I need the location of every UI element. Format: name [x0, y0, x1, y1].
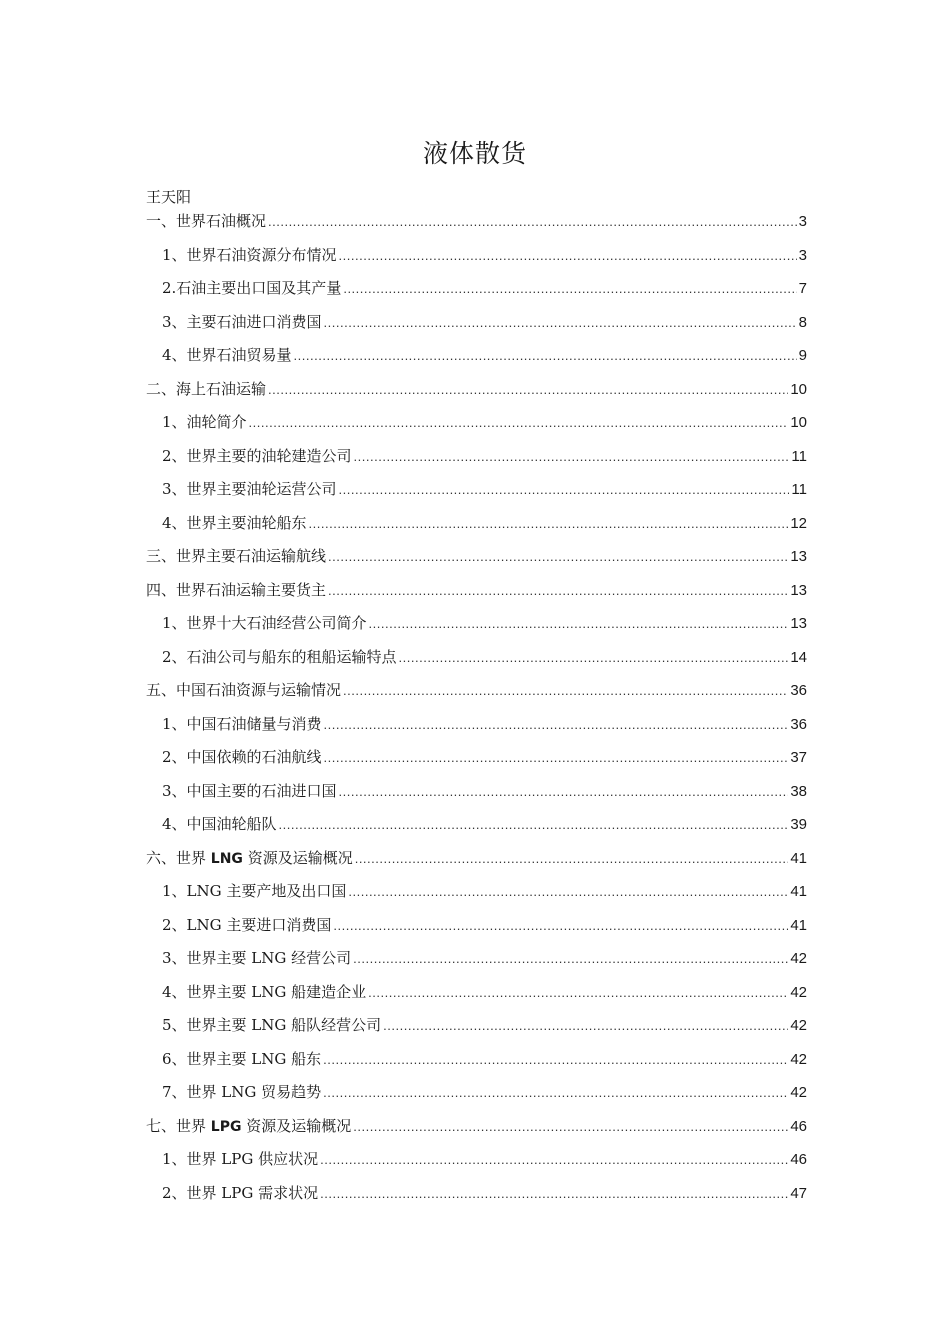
toc-entry-label-prefix: 六、世界: [146, 848, 211, 867]
toc-page-number: 10: [790, 380, 807, 398]
toc-entry-label: 二、海上石油运输: [146, 379, 267, 398]
toc-page-number: 11: [791, 447, 807, 465]
toc-entry-label: 五、中国石油资源与运输情况: [146, 681, 342, 699]
toc-entry-label: 1、中国石油储量与消费: [162, 714, 322, 733]
toc-dot-leader: [339, 239, 797, 273]
toc-entry-label: 1、世界 LPG 供应状况: [162, 1150, 319, 1168]
toc-entry-label: 一、世界石油概况: [146, 212, 267, 230]
toc-entry-label: 1、世界十大石油经营公司简介: [162, 614, 367, 632]
toc-subsection-entry[interactable]: [146, 406, 807, 440]
document-author: 王天阳: [146, 188, 192, 206]
toc-entry-label: 2、中国依赖的石油航线: [162, 748, 322, 766]
toc-page-number: 8: [798, 313, 807, 331]
toc-entry-label: 3、世界主要 LNG 经营公司: [162, 949, 352, 967]
toc-dot-leader: [324, 306, 797, 340]
toc-dot-leader: [368, 976, 788, 1010]
toc-dot-leader: [383, 1009, 788, 1043]
toc-subsection-entry[interactable]: [146, 1043, 807, 1077]
toc-dot-leader: [249, 406, 789, 440]
toc-dot-leader: [369, 607, 789, 641]
toc-page-number: 46: [790, 1117, 807, 1135]
toc-dot-leader: [354, 440, 790, 474]
toc-entry-label: 四、世界石油运输主要货主: [146, 580, 327, 599]
toc-dot-leader: [324, 741, 789, 775]
toc-page-number: 13: [790, 615, 807, 632]
toc-subsection-entry[interactable]: [146, 641, 807, 675]
toc-section-entry[interactable]: [146, 674, 807, 708]
toc-page-number: 41: [790, 849, 807, 867]
toc-subsection-entry[interactable]: [146, 875, 807, 909]
document-title: 液体散货: [422, 139, 527, 168]
toc-entry-label-suffix: 资源及运输概况: [241, 1116, 352, 1135]
table-of-contents: [146, 205, 807, 1210]
toc-subsection-entry[interactable]: [146, 775, 807, 809]
toc-dot-leader: [323, 1043, 788, 1077]
toc-dot-leader: [333, 909, 788, 943]
toc-dot-leader: [343, 272, 796, 306]
toc-page-number: 11: [791, 481, 807, 498]
toc-subsection-entry[interactable]: [146, 1009, 807, 1043]
toc-page-number: 9: [798, 347, 807, 364]
toc-section-entry[interactable]: [146, 540, 807, 574]
toc-subsection-entry[interactable]: [146, 1143, 807, 1177]
toc-entry-label: 5、世界主要 LNG 船队经营公司: [162, 1016, 382, 1034]
toc-subsection-entry[interactable]: [146, 942, 807, 976]
toc-dot-leader: [339, 775, 789, 809]
toc-section-entry[interactable]: [146, 574, 807, 608]
toc-page-number: 42: [790, 950, 807, 967]
toc-page-number: 46: [790, 1151, 807, 1168]
toc-entry-label: 2、世界主要的油轮建造公司: [162, 446, 352, 465]
toc-subsection-entry[interactable]: [146, 708, 807, 742]
toc-dot-leader: [309, 507, 789, 541]
toc-section-entry[interactable]: [146, 373, 807, 407]
toc-page-number: 42: [790, 1017, 807, 1034]
toc-page-number: 47: [790, 1184, 807, 1202]
toc-dot-leader: [348, 875, 788, 909]
toc-section-entry[interactable]: [146, 1110, 807, 1144]
toc-dot-leader: [320, 1143, 788, 1177]
toc-entry-label: 7、世界 LNG 贸易趋势: [162, 1083, 322, 1101]
toc-subsection-entry[interactable]: [146, 1076, 807, 1110]
toc-subsection-entry[interactable]: [146, 1177, 807, 1211]
toc-page-number: 37: [790, 749, 807, 766]
toc-page-number: 42: [790, 983, 807, 1001]
toc-entry-label: 4、世界主要油轮船东: [162, 513, 307, 532]
toc-page-number: 36: [790, 715, 807, 733]
toc-entry-label: 1、油轮简介: [162, 413, 247, 431]
toc-dot-leader: [399, 641, 789, 675]
toc-dot-leader: [323, 1076, 788, 1110]
toc-entry-label: 3、世界主要油轮运营公司: [162, 480, 337, 498]
toc-subsection-entry[interactable]: [146, 339, 807, 373]
toc-page-number: 36: [790, 682, 807, 699]
toc-subsection-entry[interactable]: [146, 239, 807, 273]
toc-entry-label-emphasis: LNG: [210, 850, 243, 867]
toc-page-number: 14: [790, 648, 807, 666]
toc-dot-leader: [328, 574, 788, 608]
toc-page-number: 42: [790, 1050, 807, 1068]
toc-section-entry[interactable]: [146, 842, 807, 876]
toc-page-number: 13: [790, 548, 807, 565]
toc-dot-leader: [324, 708, 789, 742]
toc-subsection-entry[interactable]: [146, 272, 807, 306]
toc-dot-leader: [343, 674, 788, 708]
toc-page-number: 12: [790, 514, 807, 532]
toc-entry-label: 3、主要石油进口消费国: [162, 312, 322, 331]
toc-page-number: 10: [790, 414, 807, 431]
toc-page-number: 39: [790, 816, 807, 833]
toc-subsection-entry[interactable]: [146, 741, 807, 775]
toc-entry-label: [146, 1110, 351, 1145]
toc-subsection-entry[interactable]: [146, 909, 807, 943]
toc-dot-leader: [353, 1110, 788, 1144]
toc-page-number: 3: [798, 213, 807, 230]
toc-entry-label: 4、中国油轮船队: [162, 815, 277, 833]
toc-dot-leader: [355, 842, 789, 876]
toc-entry-label-suffix: 资源及运输概况: [242, 848, 353, 867]
toc-page-number: 7: [798, 280, 807, 297]
toc-entry-label: 6、世界主要 LNG 船东: [162, 1049, 322, 1068]
toc-entry-label: 4、世界石油贸易量: [162, 346, 292, 364]
toc-page-number: 41: [790, 883, 807, 900]
toc-subsection-entry[interactable]: [146, 306, 807, 340]
toc-entry-label: [146, 842, 353, 877]
toc-entry-label: 2、石油公司与船东的租船运输特点: [162, 647, 397, 666]
toc-entry-label: 1、LNG 主要产地及出口国: [162, 882, 347, 900]
toc-page-number: 13: [790, 581, 807, 599]
toc-dot-leader: [328, 540, 788, 574]
toc-subsection-entry[interactable]: [146, 507, 807, 541]
toc-subsection-entry[interactable]: [146, 808, 807, 842]
toc-page-number: 38: [790, 782, 807, 800]
toc-subsection-entry[interactable]: [146, 440, 807, 474]
toc-subsection-entry[interactable]: [146, 473, 807, 507]
toc-entry-label: 4、世界主要 LNG 船建造企业: [162, 982, 367, 1001]
toc-dot-leader: [268, 205, 797, 239]
toc-entry-label: 3、中国主要的石油进口国: [162, 781, 337, 800]
toc-dot-leader: [294, 339, 797, 373]
toc-dot-leader: [279, 808, 789, 842]
toc-entry-label: 2、LNG 主要进口消费国: [162, 915, 332, 934]
toc-entry-label: 三、世界主要石油运输航线: [146, 547, 327, 565]
toc-dot-leader: [268, 373, 788, 407]
toc-section-entry[interactable]: [146, 205, 807, 239]
toc-subsection-entry[interactable]: [146, 976, 807, 1010]
toc-subsection-entry[interactable]: [146, 607, 807, 641]
toc-dot-leader: [353, 942, 788, 976]
toc-page-number: 42: [790, 1084, 807, 1101]
toc-page-number: 3: [798, 246, 807, 264]
toc-entry-label: 1、世界石油资源分布情况: [162, 245, 337, 264]
toc-dot-leader: [320, 1177, 788, 1211]
toc-dot-leader: [339, 473, 790, 507]
toc-entry-label: 2.石油主要出口国及其产量: [162, 279, 342, 297]
toc-page-number: 41: [790, 916, 807, 934]
toc-entry-label-emphasis: LPG: [210, 1118, 242, 1135]
toc-entry-label-prefix: 七、世界: [146, 1116, 211, 1135]
toc-entry-label: 2、世界 LPG 需求状况: [162, 1183, 319, 1202]
